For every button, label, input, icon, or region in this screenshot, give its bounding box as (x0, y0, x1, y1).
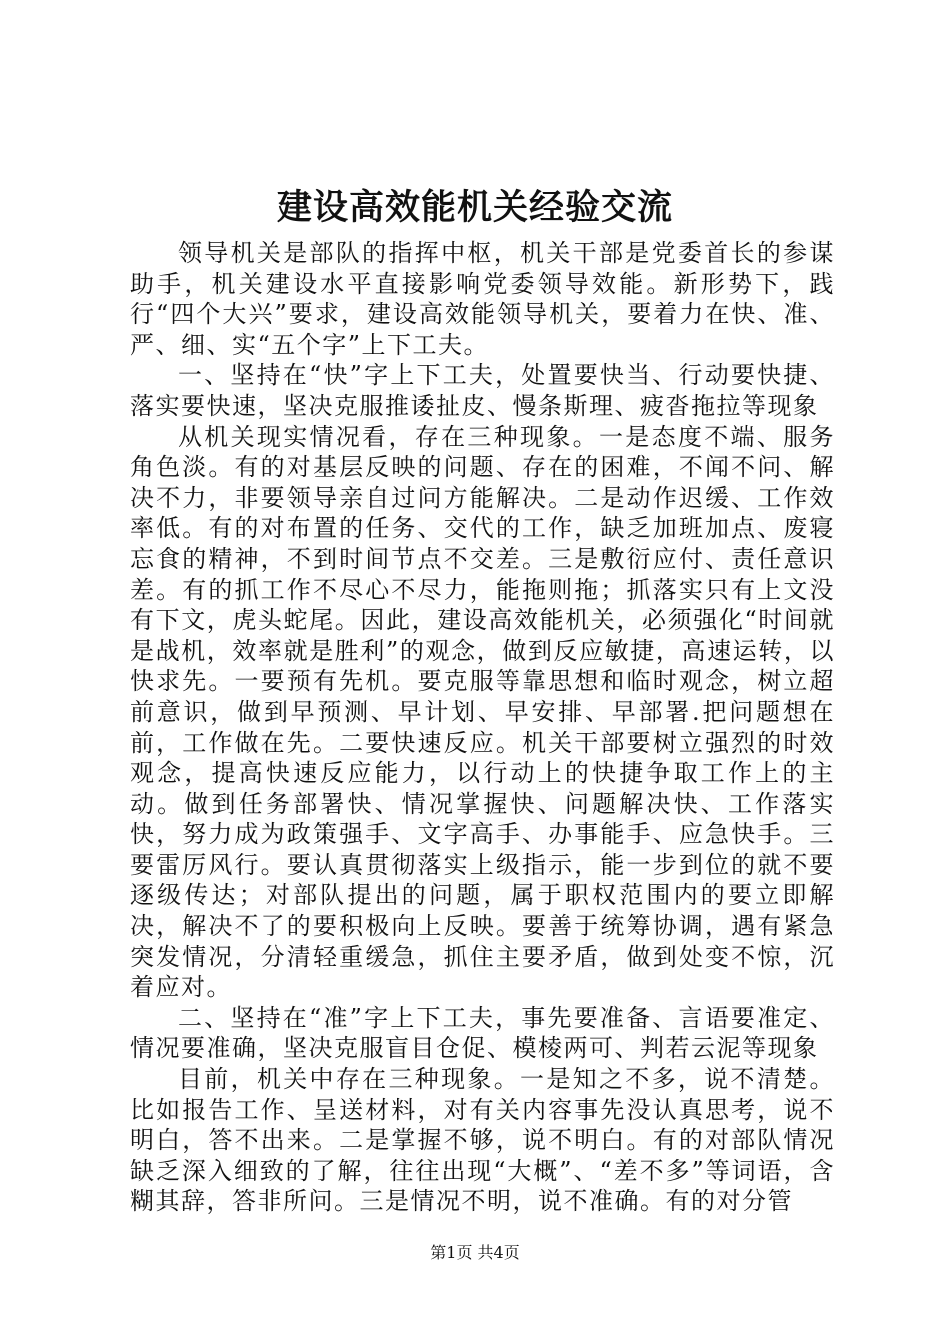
document-body (130, 238, 835, 1217)
paragraph-section-1-heading: 一、坚持在“快”字上下工夫，处置要快当、行动要快捷、落实要快速，坚决克服推诿扯皮、慢条斯理、疲沓拖拉等现象 (130, 361, 835, 420)
paragraph-section-2-body: 目前，机关中存在三种现象。一是知之不多，说不清楚。比如报告工作、呈送材料，对有关内容事先没认真思考，说不明白，答不出来。二是掌握不够，说不明白。有的对部队情况缺乏深入细致的了解，往往出现“大概”、“差不多”等词语，含糊其辞，答非所问。三是情况不明，说不准确。有的对分管 (130, 1065, 835, 1216)
document-title: 建设高效能机关经验交流 (276, 187, 673, 228)
paragraph-section-1-body: 从机关现实情况看，存在三种现象。一是态度不端、服务角色淡。有的对基层反映的问题、存在的困难，不闻不问、解决不力，非要领导亲自过问方能解决。二是动作迟缓、工作效率低。有的对布置的任务、交代的工作，缺乏加班加点、废寝忘食的精神，不到时间节点不交差。三是敷衍应付、责任意识差。有的抓工作不尽心不尽力，能拖则拖；抓落实只有上文没有下文，虎头蛇尾。因此，建设高效能机关，必须强化“时间就是战机，效率就是胜利”的观念，做到反应敏捷，高速运转，以快求先。一要预有先机。要克服等靠思想和临时观念，树立超前意识，做到早预测、早计划、早安排、早部署.把问题想在前，工作做在先。二要快速反应。机关干部要树立强烈的时效观念，提高快速反应能力，以行动上的快捷争取工作上的主动。做到任务部署快、情况掌握快、问题解决快、工作落实快，努力成为政策强手、文字高手、办事能手、应急快手。三要雷厉风行。要认真贯彻落实上级指示，能一步到位的就不要逐级传达；对部队提出的问题，属于职权范围内的要立即解决，解决不了的要积极向上反映。要善于统筹协调，遇有紧急突发情况，分清轻重缓急，抓住主要矛盾，做到处变不惊，沉着应对。 (130, 422, 835, 1002)
page-number-indicator: 第1页 共4页 (430, 1243, 520, 1262)
paragraph-section-2-heading: 二、坚持在“准”字上下工夫，事先要准备、言语要准定、情况要准确，坚决克服盲目仓促、模棱两可、判若云泥等现象 (130, 1003, 835, 1063)
paragraph-intro: 领导机关是部队的指挥中枢，机关干部是党委首长的参谋助手，机关建设水平直接影响党委领导效能。新形势下，践行“四个大兴”要求，建设高效能领导机关，要着力在快、准、严、细、实“五个字”上下工夫。 (130, 239, 835, 359)
page-footer (0, 1242, 950, 1264)
